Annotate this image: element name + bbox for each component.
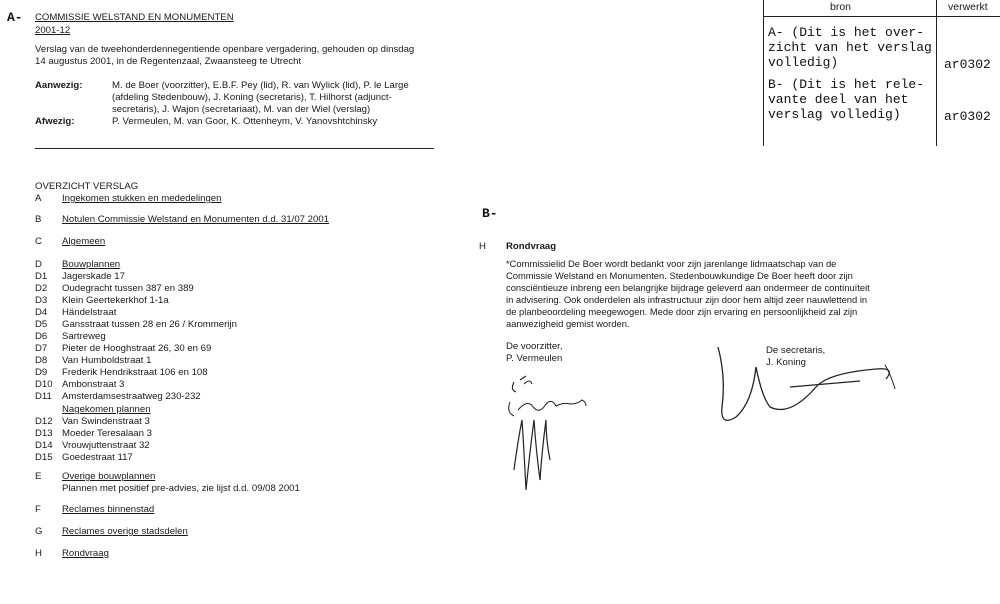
- item-label: Nagekomen plannen: [62, 404, 151, 415]
- source-row-a-3: volledig): [768, 55, 839, 70]
- excerpt-paragraph: [506, 258, 926, 330]
- excerpt-line: in advisering. Ook onderdelen als infrastructuur zijn door hem altijd zeer nauwlettend in: [506, 294, 868, 305]
- source-row-b-3: verslag volledig): [768, 107, 901, 122]
- document-number: 2001-12: [35, 25, 71, 36]
- item-code: D1: [35, 271, 48, 282]
- item-label: Ingekomen stukken en mededelingen: [62, 193, 222, 204]
- item-label: Klein Geertekerkhof 1-1a: [62, 295, 169, 306]
- item-code: H: [35, 548, 42, 559]
- present-label: Aanwezig:: [35, 80, 83, 91]
- item-label: Oudegracht tussen 387 en 389: [62, 283, 194, 294]
- item-label: Vrouwjuttenstraat 32: [62, 440, 150, 451]
- item-code: D8: [35, 355, 48, 366]
- item-code: D7: [35, 343, 48, 354]
- item-sublabel: Plannen met positief pre-advies, zie lijst d.d. 09/08 2001: [62, 483, 300, 494]
- absent-label: Afwezig:: [35, 116, 75, 127]
- chair-name: P. Vermeulen: [506, 353, 563, 364]
- item-code: C: [35, 236, 42, 247]
- item-label: Reclames binnenstad: [62, 504, 155, 515]
- secretary-role: De secretaris,: [766, 345, 826, 356]
- marker-a: A-: [7, 10, 23, 25]
- item-label: Sartreweg: [62, 331, 106, 342]
- item-label: Moeder Teresalaan 3: [62, 428, 152, 439]
- item-code: D12: [35, 416, 53, 427]
- excerpt-code: H: [479, 241, 486, 252]
- item-code: D6: [35, 331, 48, 342]
- present-line-3: secretaris), J. Wajon (secretariaat), M. van der Wiel (verslag): [112, 104, 371, 115]
- document-title: COMMISSIE WELSTAND EN MONUMENTEN: [35, 12, 234, 23]
- item-code: A: [35, 193, 42, 204]
- item-code: D3: [35, 295, 48, 306]
- excerpt-line: Commissie Welstand en Monumenten. Stedenbouwkundige De Boer heeft door zijn: [506, 270, 853, 281]
- processed-row-b: ar0302: [944, 109, 991, 124]
- excerpt-line: *Commissielid De Boer wordt bedankt voor zijn jarenlange lidmaatschap van de: [506, 258, 837, 269]
- intro-line-2: 14 augustus 2001, in de Regentenzaal, Zwaansteeg te Utrecht: [35, 56, 302, 67]
- secretary-signature: [710, 345, 910, 430]
- item-code: D13: [35, 428, 53, 439]
- item-label: Gansstraat tussen 28 en 26 / Krommerijn: [62, 319, 237, 330]
- overview-title: OVERZICHT VERSLAG: [35, 181, 139, 192]
- present-line-2: (afdeling Stedenbouw), J. Koning (secretaris), T. Hilhorst (adjunct-: [112, 92, 392, 103]
- absent-list: P. Vermeulen, M. van Goor, K. Ottenheym, V. Yanovshtchinsky: [112, 116, 378, 127]
- item-code: G: [35, 526, 43, 537]
- item-code: D14: [35, 440, 53, 451]
- item-label: Goedestraat 117: [62, 452, 133, 463]
- item-label: Rondvraag: [62, 548, 109, 559]
- item-code: D15: [35, 452, 53, 463]
- item-code: D10: [35, 379, 53, 390]
- item-label: Bouwplannen: [62, 259, 121, 270]
- marker-b: B-: [482, 206, 498, 221]
- divider: [35, 148, 434, 149]
- item-label: Van Humboldstraat 1: [62, 355, 152, 366]
- source-row-a-2: zicht van het verslag: [768, 40, 932, 55]
- item-code: D: [35, 259, 42, 270]
- item-label: Overige bouwplannen: [62, 471, 156, 482]
- source-row-b-1: B- (Dit is het rele-: [768, 77, 925, 92]
- item-code: D2: [35, 283, 48, 294]
- excerpt-line: consciëntieuze inbreng een belangrijke bijdrage geleverd aan ondermeer de continuïteit: [506, 282, 870, 293]
- excerpt-line: de planbeoordeling meegewogen. Mede door zijn ervaring en persoonlijkheid zal zijn: [506, 306, 858, 317]
- item-label: Amsterdamsestraatweg 230-232: [62, 391, 201, 402]
- item-label: Algemeen: [62, 236, 106, 247]
- excerpt-title: Rondvraag: [506, 241, 557, 252]
- item-code: F: [35, 504, 41, 515]
- chair-signature: [500, 370, 610, 500]
- header-source: bron: [830, 1, 852, 13]
- processed-row-a: ar0302: [944, 57, 991, 72]
- item-code: B: [35, 214, 42, 225]
- item-code: D9: [35, 367, 48, 378]
- item-label: Frederik Hendrikstraat 106 en 108: [62, 367, 208, 378]
- table-border-left: [763, 0, 764, 146]
- secretary-name: J. Koning: [766, 357, 807, 368]
- item-label: Händelstraat: [62, 307, 117, 318]
- item-code: D5: [35, 319, 48, 330]
- item-label: Jagerskade 17: [62, 271, 125, 282]
- item-code: D11: [35, 391, 52, 402]
- present-line-1: M. de Boer (voorzitter), E.B.F. Pey (lid), R. van Wylick (lid), P. le Large: [112, 80, 409, 91]
- intro-line-1: Verslag van de tweehonderdennegentiende openbare vergadering, gehouden op dinsdag: [35, 44, 415, 55]
- item-label: Ambonstraat 3: [62, 379, 125, 390]
- excerpt-line: aanwezigheid gemist worden.: [506, 318, 630, 329]
- header-processed: verwerkt: [948, 1, 988, 13]
- item-code: D4: [35, 307, 48, 318]
- chair-role: De voorzitter,: [506, 341, 563, 352]
- source-row-a-1: A- (Dit is het over-: [768, 25, 925, 40]
- item-label: Pieter de Hooghstraat 26, 30 en 69: [62, 343, 212, 354]
- item-code: E: [35, 471, 42, 482]
- item-label: Notulen Commissie Welstand en Monumenten d.d. 31/07 2001: [62, 214, 330, 225]
- item-label: Van Swindenstraat 3: [62, 416, 150, 427]
- table-header-border: [763, 16, 1000, 17]
- item-label: Reclames overige stadsdelen: [62, 526, 188, 537]
- table-border-mid: [936, 0, 937, 146]
- source-row-b-2: vante deel van het: [768, 92, 909, 107]
